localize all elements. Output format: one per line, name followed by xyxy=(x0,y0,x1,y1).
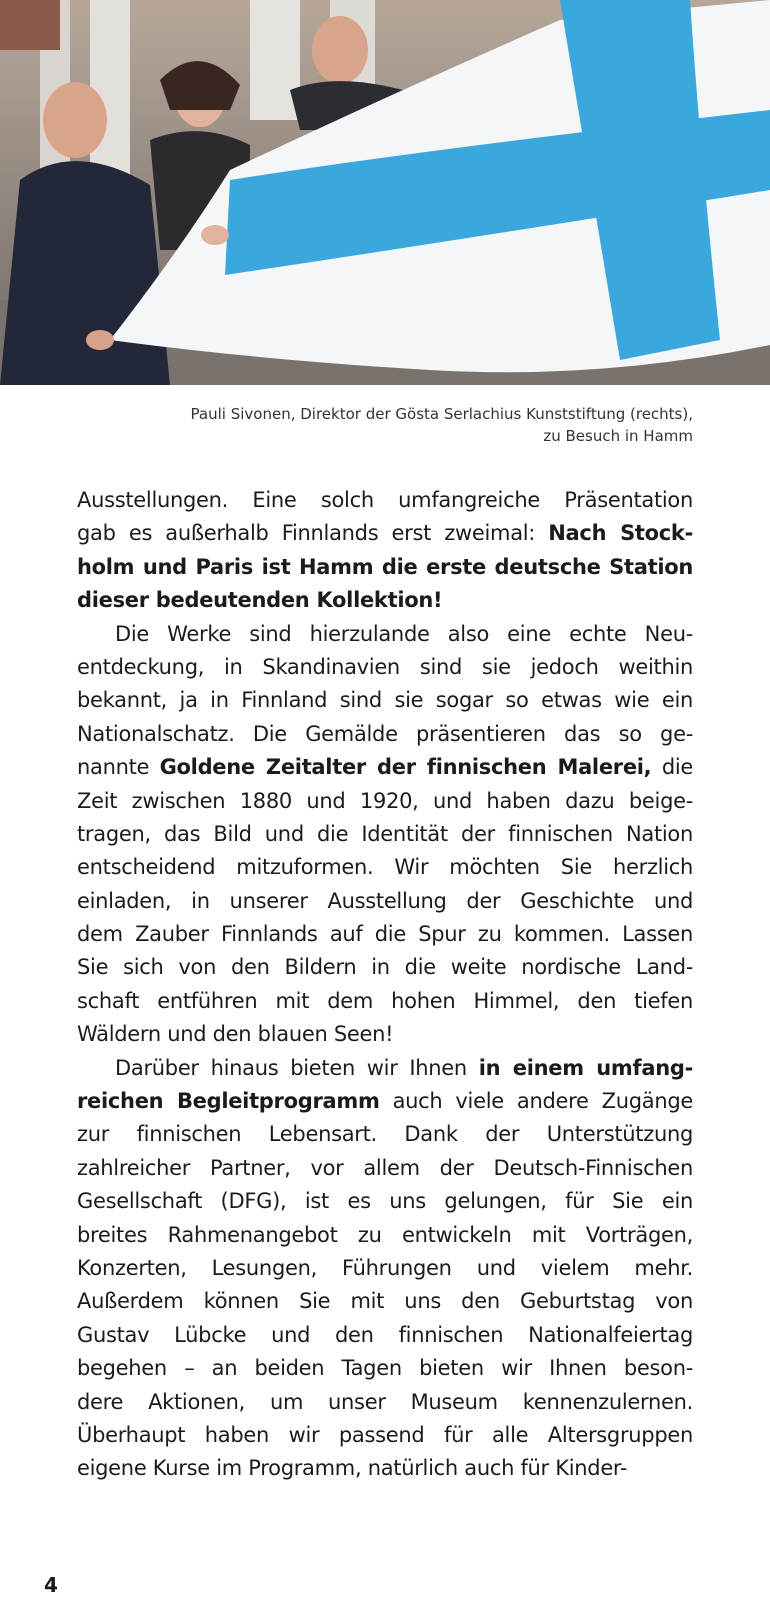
text-line xyxy=(77,1085,693,1118)
bold-text: reichen Begleitprogramm xyxy=(77,1089,380,1114)
text-line xyxy=(77,885,693,918)
text-run: eigene Kurse im Programm, natürlich auch für Kinder- xyxy=(77,1456,628,1481)
text-run: Außerdem können Sie mit uns den Geburtstag von xyxy=(77,1289,693,1314)
text-run: begehen – an beiden Tagen bieten wir Ihnen beson- xyxy=(77,1356,693,1381)
text-run: breites Rahmenangebot zu entwickeln mit Vorträgen, xyxy=(77,1222,693,1247)
text-line xyxy=(77,1419,693,1452)
photo-finnish-flag xyxy=(0,0,770,385)
bold-text: in einem umfang- xyxy=(478,1055,693,1080)
bold-text: Nach Stock- xyxy=(548,521,693,546)
paragraph xyxy=(77,1052,693,1486)
text-line xyxy=(77,551,693,584)
text-line xyxy=(77,851,693,884)
bold-text: dieser bedeutenden Kollektion! xyxy=(77,588,443,613)
text-run: Zeit zwischen 1880 und 1920, und haben dazu beige- xyxy=(77,788,693,813)
text-run: Sie sich von den Bildern in die weite nordische Land- xyxy=(77,955,693,980)
text-line xyxy=(77,1219,693,1252)
text-line xyxy=(77,1185,693,1218)
text-run: auch viele andere Zugänge xyxy=(379,1089,693,1114)
text-line xyxy=(77,517,693,550)
text-run: dem Zauber Finnlands auf die Spur zu kommen. Lassen xyxy=(77,922,693,947)
bold-text: Goldene Zeitalter der finnischen Malerei, xyxy=(159,755,652,780)
text-line xyxy=(77,651,693,684)
text-line xyxy=(77,484,693,517)
text-run: Gesellschaft (DFG), ist es uns gelungen, für Sie ein xyxy=(77,1189,693,1214)
text-line xyxy=(77,1252,693,1285)
text-line xyxy=(77,584,693,617)
text-run: Ausstellungen. Eine solch umfangreiche Präsentation xyxy=(77,488,693,512)
text-run: nannte xyxy=(77,755,160,780)
paragraph xyxy=(77,618,693,1052)
text-run: dere Aktionen, um unser Museum kennenzulernen. xyxy=(77,1389,693,1414)
bold-text: holm und Paris ist Hamm die erste deutsche Station xyxy=(77,554,693,579)
text-line xyxy=(77,918,693,951)
text-line xyxy=(77,684,693,717)
text-line xyxy=(77,1052,693,1085)
text-run: bekannt, ja in Finnland sind sie sogar so etwas wie ein xyxy=(77,688,693,713)
text-run: Die Werke sind hierzulande also eine echte Neu- xyxy=(115,621,693,646)
text-run: einladen, in unserer Ausstellung der Geschichte und xyxy=(77,888,693,913)
text-run: Nationalschatz. Die Gemälde präsentieren das so ge- xyxy=(77,721,693,746)
text-run: zahlreicher Partner, vor allem der Deutsch-Finnischen xyxy=(77,1155,693,1180)
text-run: zur finnischen Lebensart. Dank der Unterstützung xyxy=(77,1122,693,1147)
text-line xyxy=(77,718,693,751)
text-run: entscheidend mitzuformen. Wir möchten Sie herzlich xyxy=(77,855,693,880)
text-line xyxy=(77,1452,693,1485)
text-run: Darüber hinaus bieten wir Ihnen xyxy=(115,1055,479,1080)
text-line xyxy=(77,1319,693,1352)
text-line xyxy=(77,618,693,651)
text-line xyxy=(77,1018,693,1051)
text-run: entdeckung, in Skandinavien sind sie jedoch weithin xyxy=(77,654,693,679)
text-line xyxy=(77,1386,693,1419)
photo-caption xyxy=(53,403,693,447)
text-run: tragen, das Bild und die Identität der finnischen Nation xyxy=(77,821,693,846)
text-run: Gustav Lübcke und den finnischen Nationalfeiertag xyxy=(77,1322,693,1347)
text-line xyxy=(77,751,693,784)
caption-line-1: Pauli Sivonen, Direktor der Gösta Serlachius Kunststiftung (rechts), xyxy=(190,405,693,423)
text-run: Überhaupt haben wir passend für alle Altersgruppen xyxy=(77,1422,693,1447)
paragraph xyxy=(77,484,693,618)
text-line xyxy=(77,1285,693,1318)
body-text xyxy=(77,484,693,1486)
text-line xyxy=(77,1118,693,1151)
caption-line-2: zu Besuch in Hamm xyxy=(543,427,693,445)
text-line xyxy=(77,985,693,1018)
text-line xyxy=(77,1352,693,1385)
text-run: die xyxy=(651,755,693,780)
text-line xyxy=(77,1152,693,1185)
text-run: gab es außerhalb Finnlands erst zweimal: xyxy=(77,521,549,546)
text-line xyxy=(77,785,693,818)
text-run: Konzerten, Lesungen, Führungen und vielem mehr. xyxy=(77,1255,693,1280)
page-number: 4 xyxy=(44,1573,58,1597)
photo-illustration xyxy=(0,0,770,385)
text-run: Wäldern und den blauen Seen! xyxy=(77,1022,394,1047)
text-line xyxy=(77,951,693,984)
text-run: schaft entführen mit dem hohen Himmel, den tiefen xyxy=(77,988,693,1013)
text-line xyxy=(77,818,693,851)
